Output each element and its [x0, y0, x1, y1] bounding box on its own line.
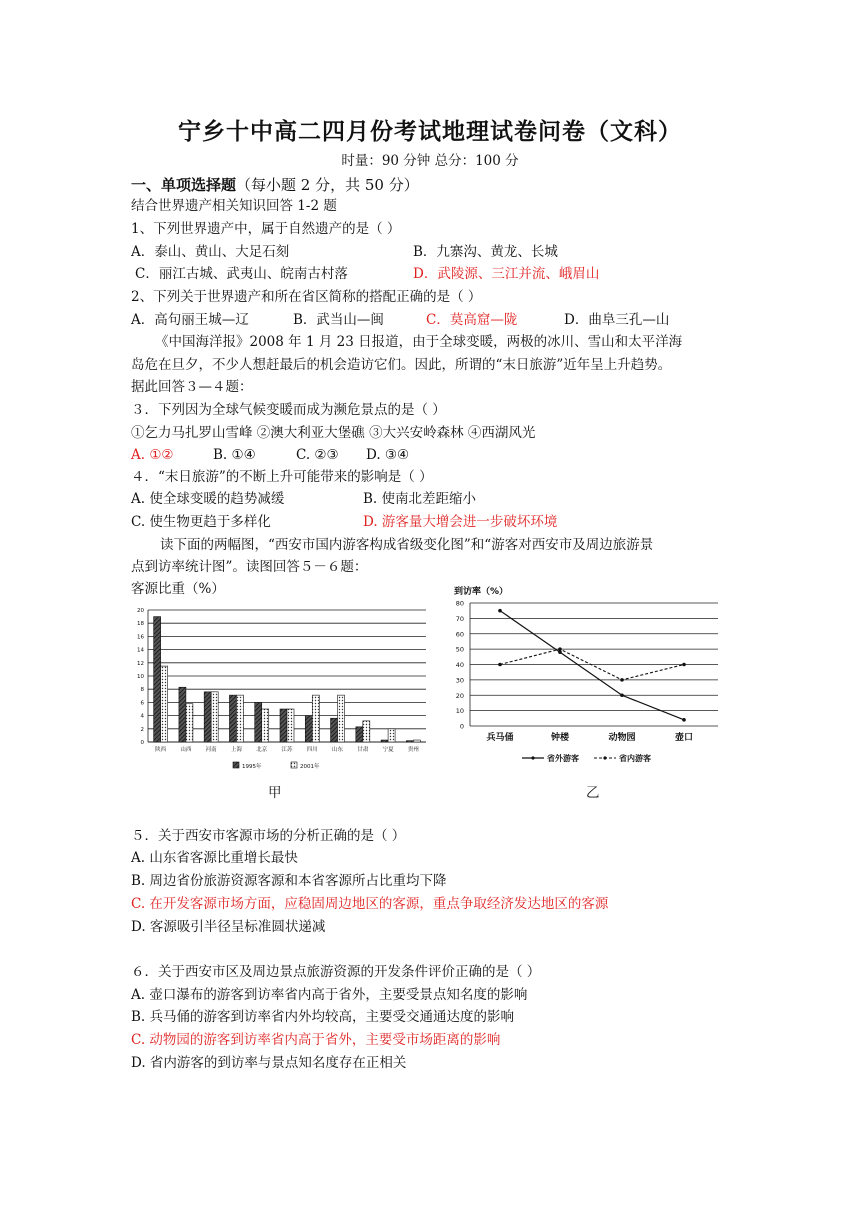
- chart-yi-xtick: 兵马俑: [486, 733, 514, 743]
- passage-3-4-line1: 《中国海洋报》2008 年 1 月 23 日报道，由于全球变暖，两极的冰川、雪山和太平洋海: [155, 334, 683, 350]
- q5-option-b: B. 周边省份旅游资源客源和本省客源所占比重均下降: [131, 873, 447, 889]
- passage-5-6-line1: 读下面的两幅图，“西安市国内游客构成省级变化图”和“游客对西安市及周边旅游景: [160, 537, 654, 553]
- chart-yi-point: [558, 650, 562, 654]
- chart-yi-legend-label: 省内游客: [619, 754, 651, 763]
- chart-jia-ytick: 14: [137, 647, 144, 654]
- chart-yi-legend-label: 省外游客: [547, 754, 579, 763]
- q3-option-b: B. ①④: [213, 447, 256, 463]
- chart-yi-ytick: 20: [455, 691, 464, 700]
- chart-jia-legend-label: 1995年: [242, 764, 262, 770]
- chart-jia-bar: [179, 687, 186, 742]
- q1-option-d-answer: D．武陵源、三江并流、峨眉山: [413, 266, 600, 282]
- chart-jia: [128, 600, 433, 782]
- q4-option-c: C. 使生物更趋于多样化: [131, 514, 271, 530]
- chart-jia-bar: [255, 702, 262, 742]
- chart-yi-legend-marker: [531, 756, 534, 759]
- chart-yi-point: [682, 718, 686, 722]
- q4-option-d-answer: D. 游客量大增会进一步破坏环境: [363, 514, 558, 530]
- q6-option-d: D. 省内游客的到访率与景点知名度存在正相关: [131, 1055, 407, 1071]
- q5-option-c-answer: C. 在开发客源市场方面，应稳固周边地区的客源，重点争取经济发达地区的客源: [131, 896, 609, 912]
- passage-5-6-line2: 点到访率统计图”。读图回答５－６题：: [131, 559, 368, 575]
- chart-yi-caption: 乙: [586, 785, 600, 801]
- chart-jia-bar: [161, 666, 168, 742]
- chart-yi-xtick: 钟楼: [550, 733, 570, 743]
- chart-yi-point: [682, 663, 686, 667]
- chart-jia-xtick: 河南: [205, 747, 217, 753]
- chart-jia-caption: 甲: [268, 785, 282, 801]
- chart-yi-legend-marker: [603, 756, 606, 759]
- chart-jia-ytick: 6: [140, 700, 144, 707]
- chart-yi-ytick: 10: [455, 707, 464, 716]
- chart-jia-bar: [331, 718, 338, 742]
- q2-stem: 2、下列关于世界遗产和所在省区简称的搭配正确的是（ ）: [131, 289, 482, 305]
- q3-items: ①乞力马扎罗山雪峰 ②澳大利亚大堡礁 ③大兴安岭森林 ④西湖风光: [131, 425, 536, 441]
- chart-jia-bar: [204, 692, 211, 742]
- chart-jia-xtick: 上海: [230, 747, 242, 753]
- q6-option-b: B. 兵马俑的游客到访率省内外均较高，主要受交通通达度的影响: [131, 1009, 515, 1025]
- q2-option-d: D．曲阜三孔—山: [564, 312, 670, 328]
- q3-stem: ３．下列因为全球气候变暖而成为濒危景点的是（ ）: [131, 402, 446, 418]
- section-heading: [131, 174, 419, 195]
- chart-jia-xtick: 四川: [306, 747, 318, 753]
- q6-stem: ６．关于西安市区及周边景点旅游资源的开发条件评价正确的是（ ）: [131, 964, 541, 980]
- chart-jia-bar: [312, 695, 319, 742]
- q5-option-d: D. 客源吸引半径呈标准圆状递减: [131, 919, 326, 935]
- passage-3-4-line3: 据此回答３—４题：: [131, 379, 253, 395]
- q2-option-b: B．武当山—闽: [293, 312, 384, 328]
- chart-yi-ytick: 60: [455, 630, 464, 639]
- chart-jia-xtick: 山西: [180, 747, 192, 753]
- chart-yi-xtick: 壶口: [674, 733, 694, 743]
- q1-option-a: A．泰山、黄山、大足石刻: [131, 244, 290, 260]
- chart-jia-bar: [388, 729, 395, 742]
- q4-stem: ４．“末日旅游”的不断上升可能带来的影响是（ ）: [131, 469, 433, 485]
- chart-jia-bar: [211, 692, 218, 742]
- chart-jia-ytick: 20: [137, 608, 144, 614]
- chart-jia-bar: [280, 709, 287, 742]
- chart-jia-bar: [287, 709, 294, 742]
- page-subtitle: 时量：90 分钟 总分：100 分: [341, 153, 519, 169]
- q1-option-b: B．九寨沟、黄龙、长城: [413, 244, 558, 260]
- q5-option-a: A. 山东省客源比重增长最快: [131, 850, 298, 866]
- chart-jia-ytick: 4: [140, 713, 144, 720]
- q3-option-c: C. ②③: [296, 447, 339, 463]
- chart-jia-legend-swatch: [291, 762, 297, 768]
- chart-yi-ylabel: 到访率（%）: [454, 587, 509, 597]
- chart-jia-bar: [229, 695, 236, 742]
- chart-jia-bar: [338, 695, 345, 742]
- chart-jia-legend-label: 2001年: [300, 764, 320, 770]
- chart-jia-bar: [413, 740, 420, 742]
- chart-yi-point: [620, 678, 624, 682]
- chart-jia-bar: [356, 727, 363, 742]
- page-title: 宁乡十中高二四月份考试地理试卷问卷（文科）: [178, 118, 682, 145]
- chart-yi-point: [498, 663, 502, 667]
- chart-jia-xtick: 陕西: [155, 747, 167, 753]
- q3-option-d: D. ③④: [366, 447, 410, 463]
- q1-option-c: C．丽江古城、武夷山、皖南古村落: [135, 266, 348, 282]
- chart-yi-ytick: 80: [455, 599, 464, 608]
- chart-jia-xtick: 宁夏: [382, 747, 394, 753]
- chart-jia-ylabel: 客源比重（%）: [131, 581, 225, 597]
- q2-option-c-answer: C．莫高窟—陇: [426, 312, 518, 328]
- q5-stem: ５．关于西安市客源市场的分析正确的是（ ）: [131, 828, 406, 844]
- section-note: （每小题 2 分，共 50 分）: [236, 176, 419, 194]
- q2-option-a: A．高句丽王城—辽: [131, 312, 249, 328]
- chart-yi-ytick: 50: [455, 645, 464, 654]
- chart-jia-xtick: 山东: [332, 747, 344, 753]
- chart-yi-point: [558, 647, 562, 651]
- chart-jia-xtick: 北京: [256, 747, 268, 753]
- q6-option-a: A. 壶口瀑布的游客到访率省内高于省外，主要受景点知名度的影响: [131, 987, 528, 1003]
- q3-option-a-answer: A. ①②: [131, 447, 174, 463]
- chart-jia-xtick: 甘肃: [357, 747, 369, 753]
- chart-yi-xtick: 动物园: [608, 733, 636, 743]
- chart-yi-ytick: 70: [455, 614, 464, 623]
- q6-option-c-answer: C. 动物园的游客到访率省内高于省外，主要受市场距离的影响: [131, 1032, 501, 1048]
- chart-yi: [446, 582, 726, 772]
- chart-jia-ytick: 10: [137, 674, 144, 680]
- chart-jia-ytick: 18: [137, 621, 144, 628]
- chart-jia-ytick: 8: [140, 687, 144, 694]
- q4-option-b: B. 使南北差距缩小: [363, 491, 477, 507]
- chart-jia-ytick: 2: [140, 726, 144, 733]
- chart-jia-xtick: 江苏: [281, 747, 293, 753]
- chart-yi-ytick: 40: [455, 661, 464, 669]
- chart-jia-bar: [262, 709, 269, 742]
- passage-3-4-line2: 岛危在旦夕，不少人想赶最后的机会造访它们。因此，所谓的“末日旅游”近年呈上升趋势。: [131, 357, 672, 373]
- chart-jia-xtick: 贵州: [407, 747, 419, 753]
- chart-jia-ytick: 16: [137, 634, 144, 641]
- chart-jia-bar: [406, 741, 413, 742]
- chart-jia-bar: [381, 740, 388, 742]
- chart-jia-bar: [236, 695, 243, 742]
- chart-jia-bar: [305, 716, 312, 742]
- chart-yi-ytick: 0: [459, 722, 464, 731]
- chart-yi-point: [620, 693, 624, 697]
- section-title: 一、单项选择题: [131, 176, 237, 194]
- chart-jia-ytick: 12: [137, 660, 144, 667]
- chart-jia-bar: [363, 721, 370, 742]
- q1-stem: 1、下列世界遗产中，属于自然遗产的是（ ）: [131, 221, 401, 237]
- chart-jia-bar: [154, 617, 161, 742]
- q4-option-a: A. 使全球变暖的趋势减缓: [131, 491, 285, 507]
- chart-yi-point: [498, 609, 502, 613]
- chart-jia-legend-swatch: [233, 762, 239, 768]
- intro-q1-2: 结合世界遗产相关知识回答 1-2 题: [131, 198, 337, 214]
- chart-yi-ytick: 30: [455, 676, 464, 685]
- chart-jia-bar: [186, 704, 193, 742]
- chart-jia-ytick: 0: [140, 740, 144, 746]
